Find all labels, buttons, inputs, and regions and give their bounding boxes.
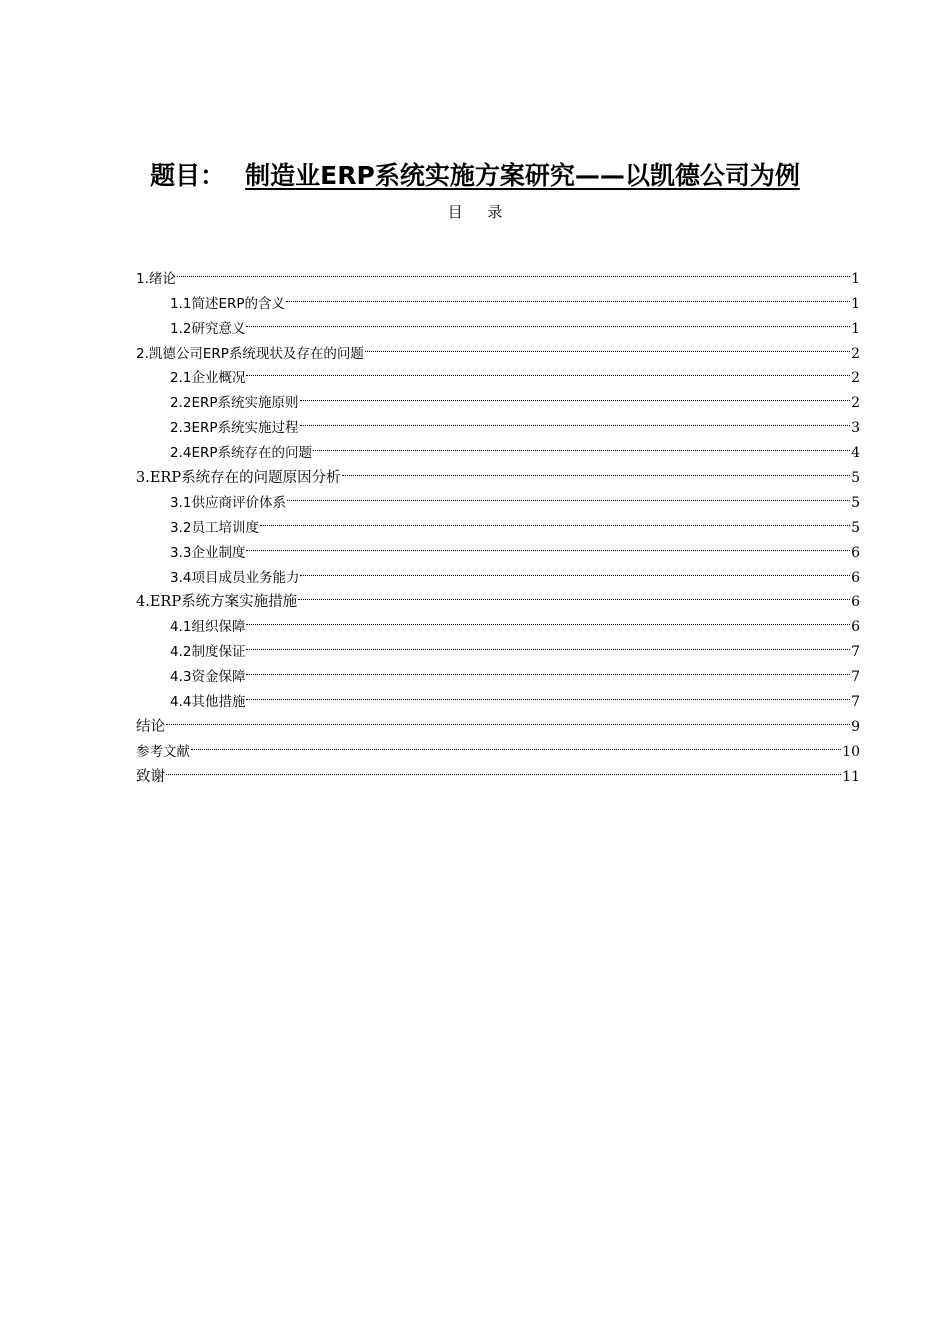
toc-entry-page: 5 [851,519,860,536]
toc-dot-leader [246,532,850,557]
toc-entry-title: 2.凯德公司ERP系统现状及存在的问题 [136,345,364,362]
toc-dot-leader [260,507,850,532]
toc-entry-page: 4 [851,445,860,462]
toc-entry-page: 10 [842,743,860,760]
toc-dot-leader [313,432,850,457]
toc-dot-leader [191,731,841,756]
toc-dot-leader [287,482,850,507]
toc-entry-title: 4.ERP系统方案实施措施 [136,594,298,611]
toc-dot-leader [342,457,850,482]
title-topic: 制造业ERP系统实施方案研究——以凯德公司为例 [245,161,800,190]
toc-entry-title: 3.2员工培训度 [170,519,259,536]
toc-entry-title: 3.1供应商评价体系 [170,494,286,511]
toc-entry-title: 4.2制度保证 [170,644,246,661]
toc-entry-page: 2 [851,345,860,362]
toc-dot-leader [246,358,850,383]
toc-entry-title: 4.4其他措施 [170,694,246,711]
toc-entry-page: 1 [851,320,860,337]
toc-dot-leader [298,582,850,607]
toc-entry-page: 9 [851,718,860,735]
document-title [0,156,950,196]
toc-dot-leader [246,681,850,706]
toc-entry-page: 1 [851,295,860,312]
toc-entry-page: 7 [851,694,860,711]
toc-entry-title: 结论 [136,718,165,735]
toc-entry-title: 3.4项目成员业务能力 [170,569,300,586]
toc-entry[interactable] [136,706,860,735]
toc-entry-title: 4.1组织保障 [170,619,246,636]
toc-dot-leader [166,756,841,781]
toc-entry-page: 1 [851,270,860,287]
toc-entry-title: 1.2研究意义 [170,320,246,337]
toc-dot-leader [177,258,850,283]
toc-entry-title: 2.3ERP系统实施过程 [170,420,299,437]
toc-dot-leader [246,631,850,656]
toc-entry-page: 3 [851,420,860,437]
toc-entry-page: 6 [851,594,860,611]
toc-entry-title: 1.绪论 [136,270,176,287]
toc-entry-title: 1.1简述ERP的含义 [170,295,286,312]
toc-entry-page: 5 [851,494,860,511]
toc-entry-page: 6 [851,569,860,586]
toc-dot-leader [246,606,850,631]
toc-entry-page: 11 [842,768,860,785]
toc-dot-leader [365,333,850,358]
toc-entry-page: 6 [851,619,860,636]
toc-entry-page: 2 [851,370,860,387]
toc-dot-leader [300,407,851,432]
toc-entry-title: 2.2ERP系统实施原则 [170,395,299,412]
toc-entry[interactable] [136,258,860,287]
toc-dot-leader [246,308,850,333]
toc-entry-title: 4.3资金保障 [170,669,246,686]
title-label: 题目： [150,161,226,190]
toc-entry-title: 3.3企业制度 [170,544,246,561]
toc-entry-page: 7 [851,644,860,661]
toc-heading: 目 录 [447,203,513,221]
toc-entry-page: 6 [851,544,860,561]
toc-entry[interactable] [136,731,860,760]
toc-dot-leader [166,706,850,731]
toc-entry-title: 3.ERP系统存在的问题原因分析 [136,470,341,487]
toc-entry-page: 7 [851,669,860,686]
toc-entry-title: 参考文献 [136,743,190,760]
table-of-contents [136,258,860,785]
toc-dot-leader [300,557,850,582]
toc-dot-leader [286,283,850,308]
toc-entry[interactable] [136,756,860,785]
toc-entry-page: 2 [851,395,860,412]
toc-entry-title: 2.1企业概况 [170,370,246,387]
toc-entry-title: 2.4ERP系统存在的问题 [170,445,313,462]
toc-dot-leader [246,656,850,681]
toc-dot-leader [300,382,851,407]
toc-entry[interactable] [136,283,860,312]
toc-entry-page: 5 [851,470,860,487]
toc-entry-title: 致谢 [136,768,165,785]
